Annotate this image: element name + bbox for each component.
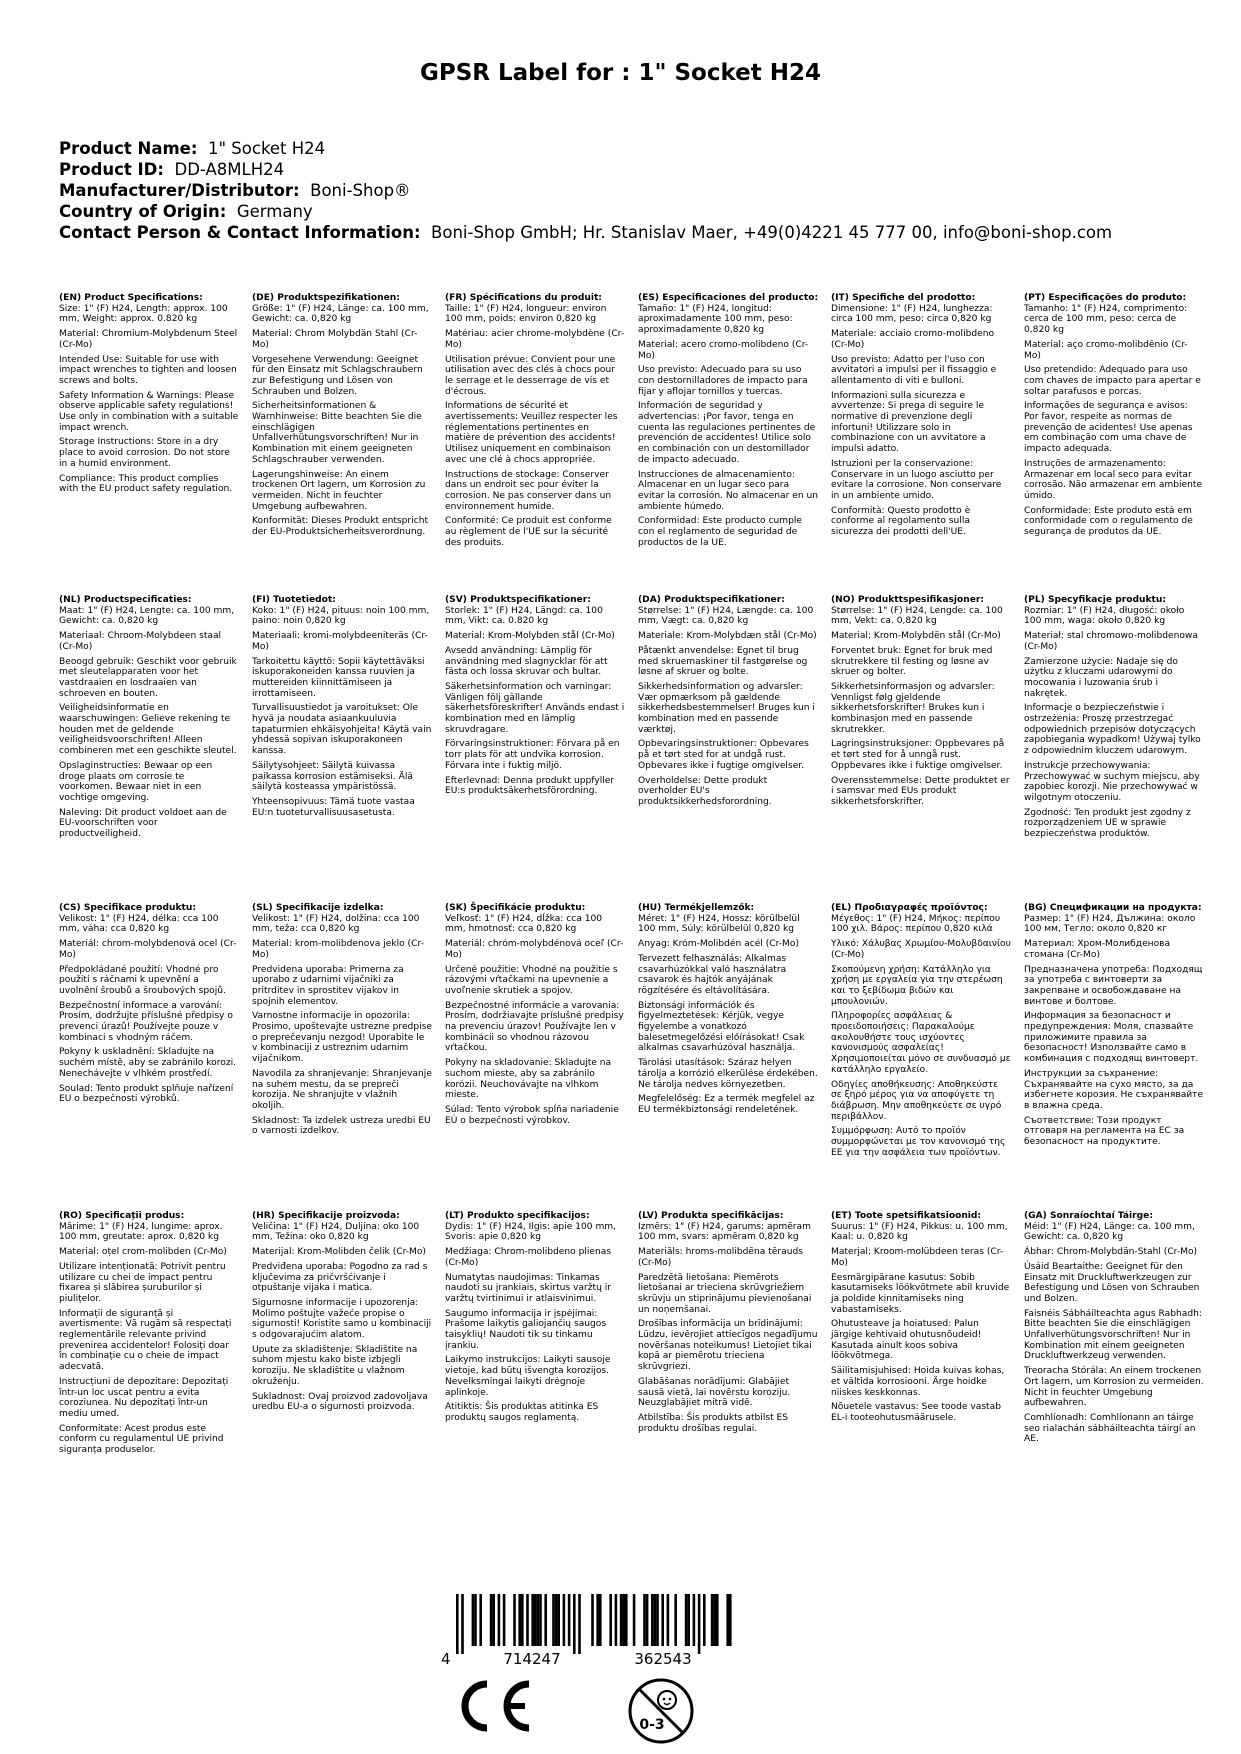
barcode-bar	[492, 1594, 495, 1646]
language-paragraph: Инструкции за съхранение: Съхранявайте на сухо място, за да избегнете корозия. Не съхранявайте в влажна среда.	[1024, 1068, 1204, 1111]
language-paragraph: Conformità: Questo prodotto è conforme al regolamento sulla sicurezza dei prodotti dell'UE.	[831, 505, 971, 538]
barcode-bar	[661, 1594, 664, 1646]
language-paragraph: Avsedd användning: Lämplig för användning med slagnycklar för att fästa och lossa skruvar och bultar.	[445, 645, 608, 678]
barcode-bar	[498, 1594, 501, 1646]
language-paragraph: Vorgesehene Verwendung: Geeignet für den Einsatz mit Schlagschraubern zur Befestigung und Lösen von Schrauben und Bolzen.	[252, 354, 423, 397]
language-paragraph: Instrucciones de almacenamiento: Almacenar en un lugar seco para evitar la corrosión. No almacenar en un ambiente húmedo.	[638, 469, 819, 512]
language-paragraph: Informations de sécurité et avertissements: Veuillez respecter les réglementations pertinentes en matière de prévention des accidents! Utilisez uniquement en combinaison avec une clé à chocs appropriée.	[445, 401, 618, 465]
language-paragraph: Matériau: acier chrome-molybdène (Cr-Mo)	[445, 329, 625, 350]
language-block	[638, 903, 818, 1205]
ean-barcode	[442, 1594, 742, 1666]
language-paragraph: Opbevaringsinstruktioner: Opbevares på et tørt sted for at undgå rust. Opbevares ikke i fugtige omgivelser.	[638, 739, 809, 771]
language-paragraph: Veličina: 1" (F) H24, Duljina: oko 100 mm, Težina: oko 0,820 kg	[252, 1221, 420, 1243]
barcode-bar	[578, 1594, 581, 1654]
language-paragraph: Material: aço cromo-molibdênio (Cr-Mo)	[1024, 339, 1188, 361]
language-block	[831, 293, 1011, 589]
language-paragraph: Utilizare intenționată: Potrivit pentru utilizare cu chei de impact pentru fixarea și slăbirea șuruburilor și piulițelor.	[59, 1261, 226, 1304]
language-block	[445, 1211, 625, 1511]
age-range-label: 0-3	[639, 1717, 665, 1733]
language-paragraph: Storage Instructions: Store in a dry place to avoid corrosion. Do not store in a humid environment.	[59, 437, 230, 469]
language-paragraph: Lagringsinstruksjoner: Oppbevares på et tørt sted for å unngå rust. Oppbevares ikke i fuktige omgivelser.	[831, 739, 1005, 771]
language-block	[252, 595, 432, 897]
language-paragraph: Предназначена употреба: Подходящ за употреба с винтоверти за закрепване и освобождаване на винтове и болтове.	[1024, 964, 1203, 1007]
info-row	[59, 201, 1199, 222]
product-info	[59, 138, 1199, 243]
language-paragraph: Dydis: 1" (F) H24, Ilgis: apie 100 mm, Svoris: apie 0,820 kg	[445, 1221, 617, 1243]
language-heading: (SV) Produktspecifikationer:	[445, 595, 591, 605]
language-paragraph: Overensstemmelse: Dette produktet er i samsvar med EUs produkt sikkerhetsforskrifter.	[831, 775, 1010, 807]
language-paragraph: Veľkosť: 1" (F) H24, dĺžka: cca 100 mm, hmotnosť: cca 0,820 kg	[445, 913, 603, 935]
barcode-bar	[651, 1594, 654, 1646]
language-heading: (NO) Produkttspesifikasjoner:	[831, 595, 985, 605]
language-paragraph: Comhlíonadh: Comhlíonann an táirge seo rialachán sábháilteachta táirgí an AE.	[1024, 1412, 1196, 1445]
language-paragraph: Размер: 1" (F) H24, Дължина: около 100 мм, Тегло: около 0,820 кг	[1024, 913, 1196, 935]
language-block	[445, 903, 625, 1205]
language-heading: (ES) Especificaciones del producto:	[638, 293, 819, 303]
language-heading: (EL) Προδιαγραφές προϊόντος:	[831, 903, 988, 913]
language-paragraph: Material: Chrom Molybdän Stahl (Cr-Mo)	[252, 329, 418, 350]
language-block	[1024, 903, 1204, 1205]
language-block	[638, 1211, 818, 1511]
language-paragraph: Predviđena uporaba: Pogodno za rad s ključevima za pričvršćivanje i otpuštanje vijaka i matica.	[252, 1261, 428, 1294]
language-heading: (CS) Specifikace produktu:	[59, 903, 196, 913]
info-row	[59, 222, 1199, 243]
language-row	[59, 1211, 1219, 1511]
language-paragraph: Opslaginstructies: Bewaar op een droge plaats om corrosie te voorkomen. Bewaar niet in een vochtige omgeving.	[59, 760, 213, 803]
language-heading: (SK) Špecifikácie produktu:	[445, 903, 586, 913]
language-block	[59, 595, 239, 897]
language-paragraph: Størrelse: 1" (F) H24, Længde: ca. 100 mm, Vægt: ca. 0,820 kg	[638, 605, 814, 627]
language-block	[59, 1211, 239, 1511]
language-paragraph: Säilytysohjeet: Säilytä kuivassa paikassa korrosion estämiseksi. Älä säilytä kosteassa ympäristössä.	[252, 760, 413, 793]
barcode-bar	[620, 1594, 623, 1646]
barcode-bar	[622, 1594, 625, 1646]
language-paragraph: Material: oțel crom-molibden (Cr-Mo)	[59, 1247, 227, 1258]
info-row	[59, 180, 1199, 201]
barcode-bar	[557, 1594, 560, 1646]
language-paragraph: Laikymo instrukcijos: Laikyti sausoje vietoje, kad būtų išvengta korozijos. Nevelksmingai laikyti drėgnoje aplinkoje.	[445, 1355, 611, 1398]
language-paragraph: Velikost: 1" (F) H24, délka: cca 100 mm, váha: cca 0,820 kg	[59, 913, 219, 935]
barcode-bar	[656, 1594, 659, 1646]
barcode-bar	[474, 1594, 477, 1646]
barcode-bar	[687, 1594, 690, 1646]
language-paragraph: Συμμόρφωση: Αυτό το προϊόν συμμορφώνεται με τον κανονισμό της ΕΕ για την ασφάλεια των προϊόντων.	[831, 1126, 1006, 1158]
info-value: Boni-Shop GmbH; Hr. Stanislav Maer, +49(0)4221 45 777 00, info@boni-shop.com	[431, 223, 1113, 242]
barcode-bar	[479, 1594, 482, 1646]
info-label: Country of Origin:	[59, 202, 227, 221]
language-paragraph: Material: Krom-Molybden stål (Cr-Mo)	[445, 631, 615, 642]
language-paragraph: Størrelse: 1" (F) H24, Lengde: ca. 100 mm, Vekt: ca. 0,820 kg	[831, 605, 1003, 627]
barcode-bar	[503, 1594, 506, 1646]
language-paragraph: Předpokládané použití: Vhodné pro použití s ráčnami k upevnění a uvolnění šroubů a šroubových spojů.	[59, 964, 226, 996]
barcode-bar	[531, 1594, 534, 1646]
language-paragraph: Velikost: 1" (F) H24, dolžina: cca 100 mm, teža: cca 0,820 kg	[252, 913, 420, 935]
language-paragraph: Ábhar: Chrom-Molybdän-Stahl (Cr-Mo)	[1024, 1247, 1198, 1258]
language-paragraph: Materiale: acciaio cromo-molibdeno (Cr-Mo)	[831, 329, 995, 350]
barcode-bar	[716, 1594, 719, 1646]
language-paragraph: Instrukcje przechowywania: Przechowywać w suchym miejscu, aby zapobiec korozji. Nie przechowywać w wilgotnym otoczeniu.	[1024, 760, 1200, 803]
language-paragraph: Bezpečnostné informácie a varovania: Prosím, dodržiavajte príslušné predpisy na prevenciu úrazov! Používajte len v kombinácii so vhodnou rázovou vŕtačkou.	[445, 1000, 624, 1054]
language-paragraph: Tervezett felhasználás: Alkalmas csavarhúzókkal való használatra csavarok és hajtók anyájának rögzítésére és eltávolítására.	[638, 953, 787, 996]
language-block	[831, 903, 1011, 1205]
barcode-bar	[526, 1594, 529, 1646]
language-paragraph: Úsáid Beartaithe: Geeignet für den Einsatz mit Druckluftwerkzeugen zur Befestigung und Lösen von Schrauben und Bolzen.	[1024, 1261, 1200, 1304]
language-paragraph: Οδηγίες αποθήκευσης: Αποθηκεύστε σε ξηρό μέρος για να αποφύγετε τη διάβρωση. Μην αποθηκεύετε σε υγρό περιβάλλον.	[831, 1079, 1002, 1122]
language-paragraph: Veiligheidsinformatie en waarschuwingen: Gelieve rekening te houden met de geldende veiligheidsvoorschriften! Alleen combineren met een geschikte sleutel.	[59, 703, 237, 757]
barcode-bar	[674, 1594, 677, 1646]
language-paragraph: Yhteensopivuus: Tämä tuote vastaa EU:n tuoteturvallisuusasetusta.	[252, 796, 415, 818]
language-paragraph: Megfelelőség: Ez a termék megfelel az EU termékbiztonsági rendeletének.	[638, 1094, 815, 1115]
language-paragraph: Maat: 1" (F) H24, Lengte: ca. 100 mm, Gewicht: ca. 0,820 kg	[59, 605, 235, 627]
barcode-bar	[729, 1594, 732, 1646]
language-paragraph: Forventet bruk: Egnet for bruk med skrutrekkere til festing og løsne av skruer og bolter.	[831, 645, 993, 678]
language-paragraph: Súlad: Tento výrobok spĺňa nariadenie EÚ o bezpečnosti výrobkov.	[445, 1104, 619, 1126]
language-paragraph: Sikkerhetsinformasjon og advarsler: Vennligst følg gjeldende sikkerhetsforskrifter! Brukes kun i kombinasjon med en passende skrutrekker.	[831, 681, 995, 735]
barcode-bar	[573, 1594, 576, 1654]
barcode-bar	[711, 1594, 714, 1646]
language-paragraph: Sigurnosne informacije i upozorenja: Molimo poštujte važeće propise o sigurnosti! Koristite samo u kombinaciji s odgovarajućim alatom.	[252, 1297, 432, 1341]
language-block	[638, 293, 818, 589]
age-warning-icon	[626, 1676, 696, 1750]
ce-mark-icon	[453, 1678, 533, 1738]
language-paragraph: Varnostne informacije in opozorila: Prosimo, upoštevajte ustrezne predpise o preprečevanju nezgod! Uporabite le v kombinaciji z ustreznim udarnim vijačnikom.	[252, 1011, 432, 1065]
language-block	[445, 595, 625, 897]
language-paragraph: Instructions de stockage: Conserver dans un endroit sec pour éviter la corrosion. Ne pas conserver dans un environnement humide.	[445, 469, 612, 512]
barcode-lead-digit: 4	[441, 1650, 451, 1668]
language-paragraph: Koko: 1" (F) H24, pituus: noin 100 mm, paino: noin 0,820 kg	[252, 605, 430, 627]
barcode-bar	[568, 1594, 571, 1646]
barcode-bar	[552, 1594, 555, 1646]
barcode-bar	[518, 1594, 521, 1646]
language-paragraph: Nõuetele vastavus: See toode vastab EL-i tooteohutusmäärusele.	[831, 1402, 1001, 1423]
language-paragraph: Pokyny k uskladnění: Skladujte na suchém místě, aby se zabránilo korozi. Nenechávejte v vlhkém prostředí.	[59, 1047, 237, 1079]
barcode-bar	[685, 1594, 688, 1646]
language-heading: (RO) Specificații produs:	[59, 1211, 185, 1221]
language-heading: (EN) Product Specifications:	[59, 293, 203, 303]
language-paragraph: Informazioni sulla sicurezza e avvertenze: Si prega di seguire le normative di prevenzione degli infortuni! Utilizzare solo in combinazione con un avvitatore a impulsi adatto.	[831, 390, 986, 455]
language-paragraph: Sicherheitsinformationen & Warnhinweise: Bitte beachten Sie die einschlägigen Unfallverhütungsvorschriften! Nur in Kombination mit einem geeigneten Schlagschrauber verwenden.	[252, 401, 422, 465]
language-paragraph: Informacje o bezpieczeństwie i ostrzeżenia: Proszę przestrzegać odpowiednich przepisów dotyczących zapobiegania wypadkom! Używaj tylko z odpowiednim kluczem udarowym.	[1024, 703, 1201, 757]
info-row	[59, 159, 1199, 180]
language-heading: (DA) Produktspecifikationer:	[638, 595, 785, 605]
language-paragraph: Paredzētā lietošana: Piemērots lietošanai ar trieciena skrūvgriežiem skrūvju un stiprinājumu pievienošanai un noņemšanai.	[638, 1272, 812, 1315]
language-paragraph: Určené použitie: Vhodné na použitie s rázovými vŕtačkami na upevnenie a uvoľnenie skrutiek a spojov.	[445, 964, 618, 996]
language-paragraph: Materiaal: Chroom-Molybdeen staal (Cr-Mo)	[59, 631, 222, 652]
language-paragraph: Biztonsági információk és figyelmeztetések: Kérjük, vegye figyelembe a vonatkozó balesetmegelőzési előírásokat! Csak alkalmas csavarhúzóval használja.	[638, 1000, 805, 1054]
language-paragraph: Materiale: Krom-Molybdæn stål (Cr-Mo)	[638, 631, 817, 642]
language-paragraph: Информация за безопасност и предупреждения: Моля, спазвайте приложимите правила за безопасност! Използвайте само в комбинация с подходящ винтоверт.	[1024, 1011, 1199, 1065]
language-paragraph: Turvallisuustiedot ja varoitukset: Ole hyvä ja noudata asiaankuuluvia tapaturmien ehkäisyohjeita! Käytä vain yhdessä sopivan iskuporakoneen kanssa.	[252, 703, 432, 757]
language-block	[1024, 1211, 1204, 1511]
language-block	[831, 1211, 1011, 1511]
language-paragraph: Materiał: stal chromowo-molibdenowa (Cr-Mo)	[1024, 631, 1198, 652]
language-paragraph: Υλικό: Χάλυβας Χρωμίου-Μολυβδαινίου (Cr-Mo)	[831, 939, 1011, 960]
language-paragraph: Materiál: chróm-molybdénová oceľ (Cr-Mo)	[445, 939, 624, 960]
language-paragraph: Materijal: Krom-Molibden čelik (Cr-Mo)	[252, 1247, 426, 1258]
language-paragraph: Compliance: This product complies with the EU product safety regulation.	[59, 473, 233, 495]
language-paragraph: Eesmärgipärane kasutus: Sobib kasutamiseks löökvõtmete abil kruvide ja poldide kinnitamiseks ning vabastamiseks.	[831, 1272, 1010, 1315]
barcode-bar	[513, 1594, 516, 1646]
language-paragraph: Méret: 1" (F) H24, Hossz: körülbelül 100 mm, Súly: körülbelül 0,820 kg	[638, 913, 800, 935]
language-heading: (PL) Specyfikacje produktu:	[1024, 595, 1166, 605]
language-heading: (BG) Спецификации на продукта:	[1024, 903, 1202, 913]
barcode-bar	[625, 1594, 628, 1646]
barcode-bar	[643, 1594, 646, 1646]
language-paragraph: Sukladnost: Ovaj proizvod zadovoljava uredbu EU-a o sigurnosti proizvoda.	[252, 1391, 428, 1413]
language-paragraph: Suurus: 1" (F) H24, Pikkus: u. 100 mm, Kaal: u. 0,820 kg	[831, 1221, 1008, 1243]
language-row	[59, 293, 1219, 589]
language-paragraph: Materjal: Kroom-molübdeen teras (Cr-Mo)	[831, 1247, 1004, 1268]
language-paragraph: Bezpečnostní informace a varování: Prosím, dodržujte příslušné předpisy o prevenci úrazů! Používejte pouze v kombinaci s vhodným ráčem.	[59, 1000, 233, 1043]
language-paragraph: Påtænkt anvendelse: Egnet til brug med skruemaskiner til fastgørelse og løsne af skruer og bolte.	[638, 645, 808, 678]
language-paragraph: Zgodność: Ten produkt jest zgodny z rozporządzeniem UE w sprawie bezpieczeństwa produktów.	[1024, 807, 1191, 840]
barcode-bar	[698, 1594, 701, 1654]
language-paragraph: Konformität: Dieses Produkt entspricht der EU-Produktsicherheitsverordnung.	[252, 516, 429, 538]
language-paragraph: Σκοπούμενη χρήση: Κατάλληλο για χρήση με εργαλεία για την στερέωση και το ξεβίδωμα βιδών και μπουλονιών.	[831, 964, 1003, 1007]
info-label: Product ID:	[59, 160, 164, 179]
language-paragraph: Anyag: Króm-Molibdén acél (Cr-Mo)	[638, 939, 800, 950]
language-block	[252, 1211, 432, 1511]
barcode-graphic	[442, 1594, 742, 1666]
barcode-bar	[667, 1594, 670, 1646]
language-heading: (HU) Termékjellemzők:	[638, 903, 755, 913]
language-paragraph: Numatytas naudojimas: Tinkamas naudoti su įrankiais, skirtus varžtų ir varžtų tvirtinimui ir atlaisvinimui.	[445, 1272, 612, 1304]
barcode-bar	[456, 1594, 459, 1654]
language-heading: (PT) Especificações do produto:	[1024, 293, 1187, 303]
barcode-bar	[461, 1594, 464, 1654]
language-block	[831, 595, 1011, 897]
language-block	[59, 903, 239, 1205]
barcode-bar	[599, 1594, 602, 1646]
language-paragraph: Upute za skladištenje: Skladištite na suhom mjestu kako biste izbjegli koroziju. Ne skladištite u vlažnom okruženju.	[252, 1344, 418, 1387]
language-paragraph: Izmērs: 1" (F) H24, garums: apmēram 100 mm, svars: apmēram 0,820 kg	[638, 1221, 811, 1243]
barcode-bar	[539, 1594, 542, 1646]
language-block	[1024, 595, 1204, 897]
barcode-bar	[563, 1594, 566, 1646]
barcode-bar	[713, 1594, 716, 1646]
language-paragraph: Safety Information & Warnings: Please observe applicable safety regulations! Use only in combination with a suitable impact wrench.	[59, 390, 239, 433]
barcode-bar	[521, 1594, 524, 1646]
language-heading: (IT) Specifiche del prodotto:	[831, 293, 976, 303]
info-label: Manufacturer/Distributor:	[59, 181, 300, 200]
language-block	[252, 903, 432, 1205]
language-paragraph: Größe: 1" (F) H24, Länge: ca. 100 mm, Gewicht: ca. 0,820 kg	[252, 303, 429, 325]
language-heading: (LT) Produkto specifikacijos:	[445, 1211, 590, 1221]
language-paragraph: Saugumo informacija ir įspėjimai: Prašome laikytis galiojančių saugos taisyklių! Naudoti tik su tinkamu įrankiu.	[445, 1308, 607, 1351]
barcode-bar	[596, 1594, 599, 1646]
info-label: Product Name:	[59, 139, 198, 158]
language-paragraph: Conformidad: Este producto cumple con el reglamento de seguridad de productos de la UE.	[638, 516, 802, 548]
info-row	[59, 138, 1199, 159]
language-paragraph: Conformitate: Acest produs este conform cu regulamentul UE privind siguranța produselor.	[59, 1423, 224, 1456]
barcode-bar	[537, 1594, 540, 1646]
language-paragraph: Material: acero cromo-molibdeno (Cr-Mo)	[638, 339, 809, 361]
language-paragraph: Rozmiar: 1" (F) H24, długość: około 100 mm, waga: około 0,820 kg	[1024, 605, 1185, 627]
language-paragraph: Tamanho: 1" (F) H24, comprimento: cerca de 100 mm, peso: cerca de 0,820 kg	[1024, 303, 1188, 336]
language-paragraph: Efterlevnad: Denna produkt uppfyller EU:s produktsäkerhetsförordning.	[445, 775, 615, 797]
language-heading: (FI) Tuotetiedot:	[252, 595, 336, 605]
language-paragraph: Taille: 1" (F) H24, longueur: environ 100 mm, poids: environ 0,820 kg	[445, 303, 607, 325]
language-heading: (GA) Sonraíochtaí Táirge:	[1024, 1211, 1153, 1221]
language-heading: (SL) Specifikacije izdelka:	[252, 903, 384, 913]
language-paragraph: Material: krom-molibdenova jeklo (Cr-Mo)	[252, 939, 424, 960]
language-block	[1024, 293, 1204, 589]
language-paragraph: Material: Chromium-Molybdenum Steel (Cr-Mo)	[59, 329, 238, 350]
language-paragraph: Medžiaga: Chrom-molibdeno plienas (Cr-Mo)	[445, 1247, 612, 1268]
barcode-bar	[633, 1594, 636, 1646]
language-paragraph: Conformidade: Este produto está em conformidade com o regulamento de segurança de produtos da UE.	[1024, 505, 1193, 538]
language-paragraph: Uso previsto: Adatto per l'uso con avvitatori a impulsi per il fissaggio e allentamento di viti e bulloni.	[831, 354, 997, 386]
language-grid	[59, 293, 1219, 1517]
language-paragraph: Förvaringsinstruktioner: Förvara på en torr plats för att undvika korrosion. Förvara inte i fuktig miljö.	[445, 739, 620, 771]
language-paragraph: Tarkoitettu käyttö: Sopii käytettäväksi iskuporakoneiden kanssa ruuvien ja muttereiden kiinnittämiseen ja irrottamiseen.	[252, 656, 425, 699]
language-paragraph: Sikkerhedsinformation og advarsler: Vær opmærksom på gældende sikkerhedsbestemmelser! Bruges kun i kombination med en passende værktøj.	[638, 681, 815, 735]
language-paragraph: Материал: Хром-Молибденова стомана (Cr-Mo)	[1024, 939, 1171, 960]
barcode-bar	[472, 1594, 475, 1646]
language-heading: (NL) Productspecificaties:	[59, 595, 192, 605]
language-paragraph: Utilisation prévue: Convient pour une utilisation avec des clés à chocs pour le serrage et le desserrage de vis et d'écrous.	[445, 354, 616, 397]
language-paragraph: Instruções de armazenamento: Armazenar em local seco para evitar corrosão. Não armazenar em ambiente úmido.	[1024, 458, 1203, 501]
language-paragraph: Tárolási utasítások: Száraz helyen tárolja a korrózió elkerülése érdekében. Ne tárolja nedves környezetben.	[638, 1058, 818, 1090]
barcode-bar	[726, 1594, 729, 1646]
info-value: Boni-Shop®	[310, 181, 411, 200]
language-row	[59, 903, 1219, 1205]
language-paragraph: Faisnéis Sábháilteachta agus Rabhadh: Bitte beachten Sie die einschlägigen Unfallverhütungsvorschriften! Nur in Kombination mit einem geeigneten Druckluftwerkzeug verwenden.	[1024, 1308, 1202, 1362]
barcode-bar	[555, 1594, 558, 1646]
language-paragraph: Overholdelse: Dette produkt overholder EU's produktsikkerhedsforordning.	[638, 775, 772, 807]
page-title: GPSR Label for : 1" Socket H24	[419, 60, 822, 86]
barcode-left-digits: 714247	[503, 1650, 561, 1668]
barcode-bar	[490, 1594, 493, 1646]
language-paragraph: Predvidena uporaba: Primerna za uporabo z udarnimi vijačniki za pritrditev in sprostitev vijakov in spojnih elementov.	[252, 964, 404, 1007]
language-paragraph: Intended Use: Suitable for use with impact wrenches to tighten and loosen screws and bolts.	[59, 354, 237, 386]
language-paragraph: Tamaño: 1" (F) H24, longitud: aproximadamente 100 mm, peso: aproximadamente 0,820 kg	[638, 303, 793, 336]
language-paragraph: Pokyny na skladovanie: Skladujte na suchom mieste, aby sa zabránilo korózii. Neuchovávajte na vlhkom mieste.	[445, 1058, 612, 1101]
language-heading: (ET) Toote spetsifikatsioonid:	[831, 1211, 982, 1221]
language-heading: (LV) Produkta specifikācijas:	[638, 1211, 784, 1221]
language-paragraph: Storlek: 1" (F) H24, Längd: ca. 100 mm, Vikt: ca. 0.820 kg	[445, 605, 603, 627]
language-paragraph: Naleving: Dit product voldoet aan de EU-voorschriften voor productveiligheid.	[59, 807, 227, 840]
language-paragraph: Méid: 1" (F) H24, Länge: ca. 100 mm, Gewicht: ca. 0,820 kg	[1024, 1221, 1195, 1243]
barcode-bar	[609, 1594, 612, 1646]
language-block	[445, 293, 625, 589]
language-paragraph: Uso pretendido: Adequado para uso com chaves de impacto para apertar e soltar parafusos e porcas.	[1024, 365, 1201, 397]
barcode-bar	[534, 1594, 537, 1646]
language-paragraph: Informații de siguranță și avertismente: Vă rugăm să respectați reglementările relevante privind prevenirea accidentelor! Folosiți doar în combinație cu o cheie de impact adecvată.	[59, 1308, 232, 1373]
info-value: 1" Socket H24	[207, 139, 326, 158]
language-paragraph: Μέγεθος: 1" (F) H24, Μήκος: περίπου 100 χιλ. Βάρος: περίπου 0,820 κιλά	[831, 913, 1001, 935]
language-paragraph: Uso previsto: Adecuado para su uso con destornilladores de impacto para fijar y aflojar tornillos y tuercas.	[638, 365, 808, 397]
language-paragraph: Informações de segurança e avisos: Por favor, respeite as normas de prevenção de acidentes! Use apenas em combinação com uma chave de impacto adequada.	[1024, 401, 1193, 455]
language-paragraph: Conformité: Ce produit est conforme au règlement de l'UE sur la sécurité des produits.	[445, 516, 612, 548]
language-paragraph: Drošības informācija un brīdinājumi: Lūdzu, ievērojiet attiecīgos negadījumu novēršanas noteikumus! Lietojiet tikai kopā ar piemērotu trieciena skrūvgriezi.	[638, 1319, 818, 1373]
language-paragraph: Size: 1" (F) H24, Length: approx. 100 mm, Weight: approx. 0.820 kg	[59, 303, 228, 325]
barcode-right-digits: 362543	[634, 1650, 692, 1668]
barcode-bar	[591, 1594, 594, 1646]
barcode-bar	[693, 1594, 696, 1646]
barcode-bar	[654, 1594, 657, 1646]
language-block	[252, 293, 432, 589]
language-paragraph: Glabāšanas norādījumi: Glabājiet sausā vietā, lai novērstu koroziju. Neuzglabājiet mitrā vidē.	[638, 1376, 791, 1409]
info-label: Contact Person & Contact Information:	[59, 223, 421, 242]
language-paragraph: Atbilstība: Šis produkts atbilst ES produktu drošības regulai.	[638, 1412, 789, 1434]
language-paragraph: Lagerungshinweise: An einem trockenen Ort lagern, um Korrosion zu vermeiden. Nicht in feuchter Umgebung aufbewahren.	[252, 469, 426, 512]
language-paragraph: Dimensione: 1" (F) H24, lunghezza: circa 100 mm, peso: circa 0,820 kg	[831, 303, 993, 325]
language-paragraph: Material: Krom-Molybdën stål (Cr-Mo)	[831, 631, 1001, 642]
language-paragraph: Materiaali: kromi-molybdeeniteräs (Cr-Mo)	[252, 631, 428, 652]
language-paragraph: Säkerhetsinformation och varningar: Vänligen följ gällande säkerhetsföreskrifter! Används endast i kombination med en lämplig skruvdragare.	[445, 681, 625, 735]
language-paragraph: Materiāls: hroms-molibdēna tērauds (Cr-Mo)	[638, 1247, 803, 1268]
language-paragraph: Atitiktis: Šis produktas atitinka ES produktų saugos reglamentą.	[445, 1402, 599, 1423]
info-value: DD-A8MLH24	[174, 160, 285, 179]
language-paragraph: Navodila za shranjevanje: Shranjevanje na suhem mestu, da se prepreči korozija. Ne shranjujte v vlažnih okoljih.	[252, 1068, 432, 1111]
language-paragraph: Treoracha Stórála: An einem trockenen Ort lagern, um Korrosion zu vermeiden. Nicht in feuchter Umgebung aufbewahren.	[1024, 1366, 1204, 1409]
language-paragraph: Istruzioni per la conservazione: Conservare in un luogo asciutto per evitare la corrosione. Non conservare in un ambiente umido.	[831, 458, 1002, 501]
language-heading: (FR) Spécifications du produit:	[445, 293, 602, 303]
barcode-bar	[703, 1594, 706, 1646]
barcode-bar	[646, 1594, 649, 1646]
language-paragraph: Skladnost: Ta izdelek ustreza uredbi EU o varnosti izdelkov.	[252, 1115, 431, 1137]
language-paragraph: Säilitamisjuhised: Hoida kuivas kohas, et vältida korrosiooni. Ärge hoidke niiskes keskkonnas.	[831, 1366, 1005, 1398]
language-paragraph: Ohutusteave ja hoiatused: Palun järgige kehtivaid ohutusnõudeid! Kasutada ainult koos sobiva löökvõtmega.	[831, 1319, 982, 1362]
language-paragraph: Zamierzone użycie: Nadaje się do użytku z kluczami udarowymi do mocowania i luzowania śrub i nakrętek.	[1024, 656, 1178, 699]
language-paragraph: Materiál: chrom-molybdenová ocel (Cr-Mo)	[59, 939, 237, 960]
language-paragraph: Información de seguridad y advertencias: ¡Por favor, tenga en cuenta las regulaciones pertinentes de prevención de accidentes! Utilice solo en combinación con un destornillador de impacto adecuado.	[638, 401, 816, 465]
language-paragraph: Πληροφορίες ασφάλειας & προειδοποιήσεις: Παρακαλούμε ακολουθήστε τους ισχύοντες κανονισμούς ασφαλείας! Χρησιμοποιείται μόνο σε συνδυασμό με κατάλληλο εργαλείο.	[831, 1011, 1011, 1075]
language-heading: (HR) Specifikacije proizvoda:	[252, 1211, 400, 1221]
language-heading: (DE) Produktspezifikationen:	[252, 293, 400, 303]
language-paragraph: Beoogd gebruik: Geschikt voor gebruik met sleutelapparaten voor het vastdraaien en losdraaien van schroeven en bouten.	[59, 656, 237, 699]
barcode-bar	[544, 1594, 547, 1646]
language-row	[59, 595, 1219, 897]
language-block	[59, 293, 239, 589]
info-value: Germany	[236, 202, 313, 221]
language-paragraph: Съответствие: Този продукт отговаря на регламента на ЕС за безопасност на продуктите.	[1024, 1115, 1185, 1148]
barcode-bar	[615, 1594, 618, 1646]
language-block	[638, 595, 818, 897]
language-paragraph: Soulad: Tento produkt splňuje nařízení EU o bezpečnosti výrobků.	[59, 1083, 234, 1105]
language-paragraph: Instrucțiuni de depozitare: Depozitați într-un loc uscat pentru a evita coroziunea. Nu depozitați într-un mediu umed.	[59, 1376, 229, 1419]
language-paragraph: Mărime: 1" (F) H24, lungime: aprox. 100 mm, greutate: aprox. 0,820 kg	[59, 1221, 223, 1243]
